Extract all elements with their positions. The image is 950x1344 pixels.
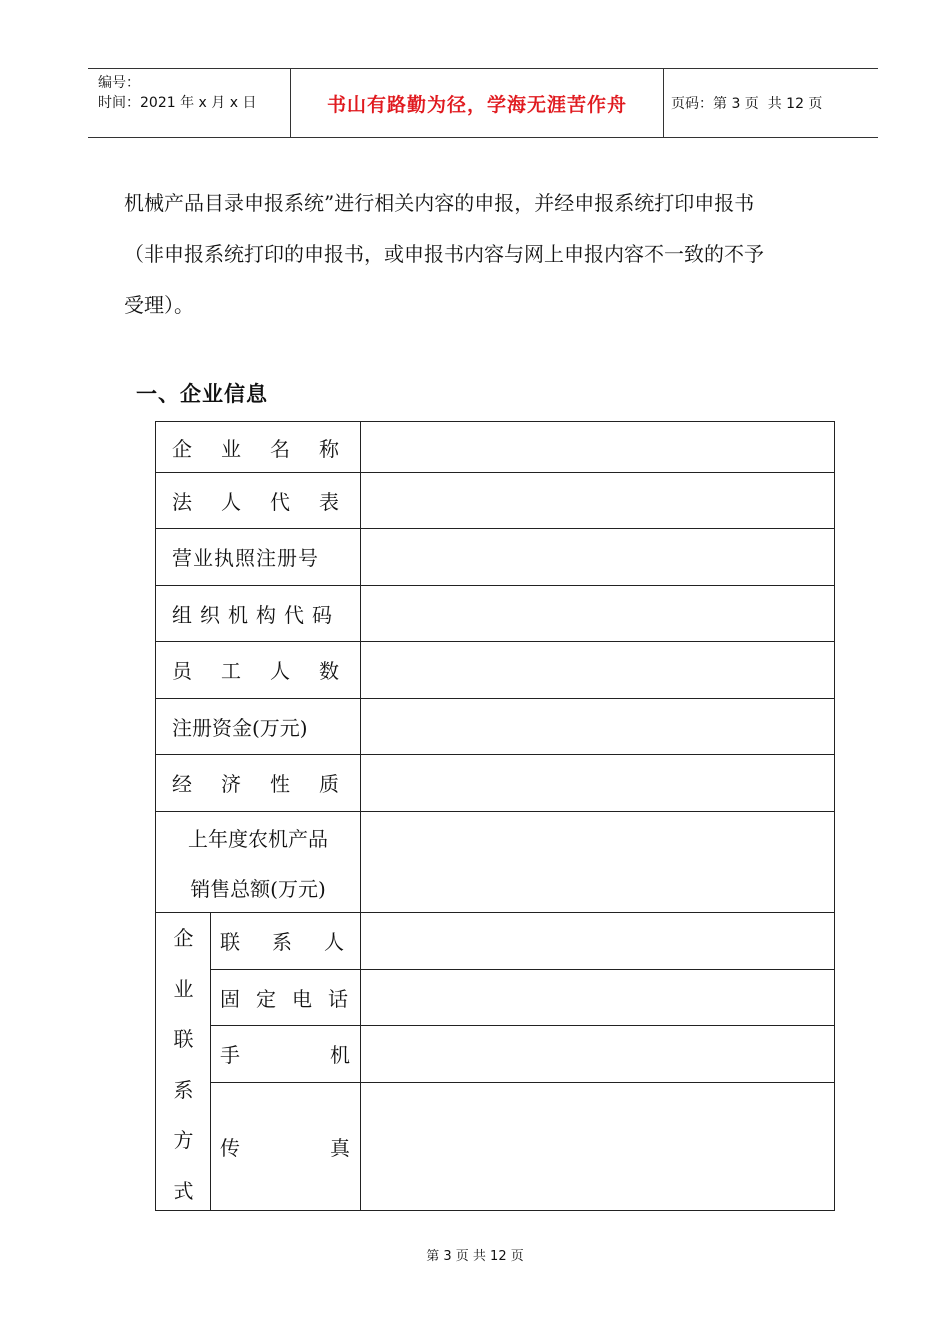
- label-economic-nature: [172, 754, 368, 811]
- page-footer: 第 3 页 共 12 页: [426, 1249, 524, 1264]
- paragraph-line: （非申报系统打印的申报书，或申报书内容与网上申报内容不一致的不予: [124, 242, 764, 266]
- enterprise-info-table: [155, 421, 835, 1211]
- paragraph-line: 受理）。: [124, 293, 194, 317]
- table-row-label: 营业执照注册号: [172, 546, 319, 570]
- economic-nature-value[interactable]: [362, 756, 832, 810]
- table-row-label: 注册资金(万元): [172, 715, 308, 740]
- table-row-label: 手机: [220, 1043, 440, 1067]
- label-landline-phone: [220, 969, 364, 1025]
- table-row-label: 法人代表: [172, 489, 368, 514]
- label-annual-sales-line1: 上年度农机产品: [188, 827, 328, 851]
- employee-count-value[interactable]: [362, 643, 832, 697]
- body-paragraph: [124, 178, 844, 331]
- label-business-license-number: [172, 528, 344, 585]
- label-fax: [220, 1082, 440, 1210]
- contact-group-char: 方: [173, 1128, 194, 1153]
- table-row-label: 经济性质: [172, 772, 368, 796]
- contact-person-value[interactable]: [362, 914, 832, 968]
- label-contact-person: [220, 912, 376, 969]
- table-row-label: 组织机构代码: [172, 602, 340, 627]
- enterprise-name-value[interactable]: [362, 424, 832, 471]
- business-license-number-value[interactable]: [362, 530, 832, 584]
- page-header: [88, 68, 878, 138]
- label-employee-count: [172, 641, 368, 698]
- section-title: 一、企业信息: [136, 382, 268, 406]
- document-date-label: 时间：2021 年 x 月 x 日: [98, 95, 257, 111]
- label-enterprise-name: [172, 422, 368, 472]
- label-organization-code: [172, 585, 344, 641]
- table-row-label: 传真: [220, 1135, 440, 1160]
- table-row-label: 员工人数: [172, 659, 368, 683]
- table-row-label: 固定电话: [220, 986, 364, 1011]
- table-row-label: 联系人: [220, 930, 376, 954]
- contact-group-char: 系: [173, 1077, 194, 1102]
- contact-group-char: 联: [173, 1027, 194, 1052]
- paragraph-line: 机械产品目录申报系统”进行相关内容的申报，并经申报系统打印申报书: [124, 191, 755, 215]
- header-motto: 书山有路勤为径，学海无涯苦作舟: [326, 93, 627, 116]
- header-meta: [98, 73, 256, 113]
- header-page-info: 页码：第 3 页 共 12 页: [671, 96, 823, 112]
- contact-group-label: [156, 922, 211, 1204]
- contact-group-char: 业: [173, 976, 194, 1001]
- label-annual-sales-line2: 销售总额(万元): [190, 877, 326, 901]
- table-row-label: 企业名称: [172, 436, 368, 461]
- label-annual-sales: [156, 814, 360, 914]
- annual-sales-value[interactable]: [362, 813, 832, 911]
- label-registered-capital: [172, 698, 344, 754]
- header-divider: [663, 69, 664, 137]
- landline-phone-value[interactable]: [362, 971, 832, 1024]
- organization-code-value[interactable]: [362, 587, 832, 640]
- mobile-phone-value[interactable]: [362, 1027, 832, 1081]
- label-legal-representative: [172, 472, 368, 528]
- table-column-divider: [360, 422, 361, 1210]
- label-mobile-phone: [220, 1025, 440, 1082]
- fax-value[interactable]: [362, 1084, 832, 1208]
- contact-group-char: 企: [173, 926, 194, 950]
- legal-representative-value[interactable]: [362, 474, 832, 527]
- table-row-divider: [156, 811, 834, 812]
- document-number-label: 编号：: [98, 75, 140, 91]
- registered-capital-value[interactable]: [362, 700, 832, 753]
- contact-group-char: 式: [173, 1178, 194, 1203]
